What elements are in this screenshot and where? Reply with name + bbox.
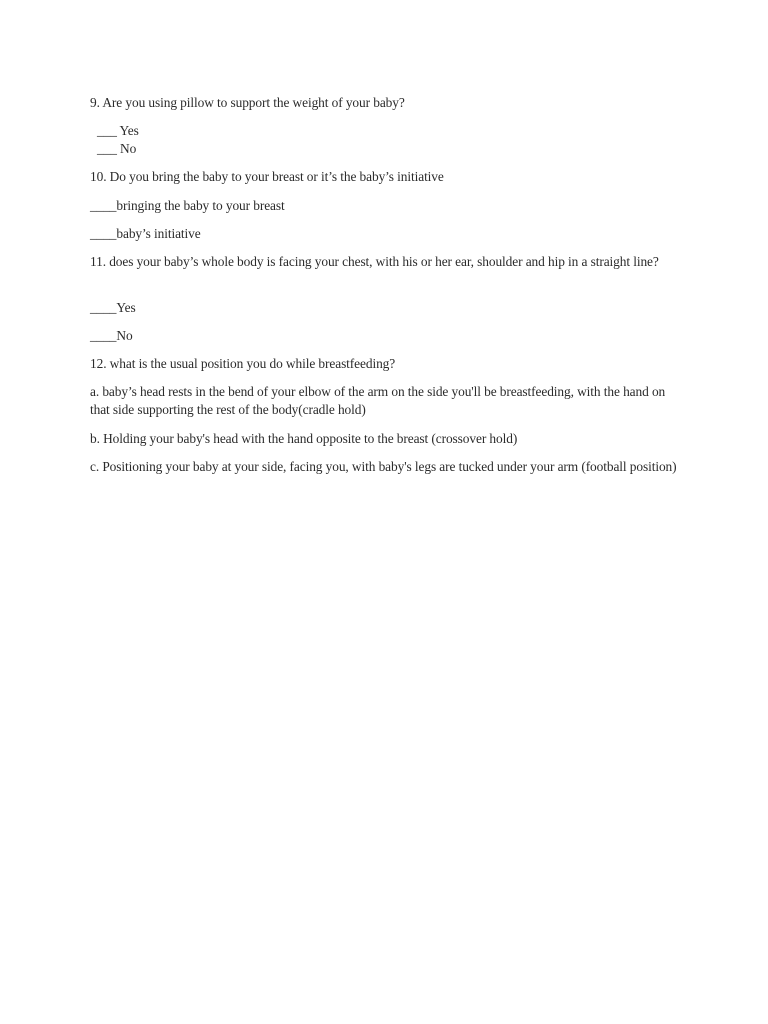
question-11-option-yes: ____Yes [90, 300, 136, 315]
question-11-text: 11. does your baby’s whole body is facing your chest, with his or her ear, shoulder and hip in a straight line? [90, 254, 659, 269]
question-9-option-yes: ___ Yes [97, 123, 139, 138]
question-9-text: 9. Are you using pillow to support the weight of your baby? [90, 95, 405, 110]
question-12-text: 12. what is the usual position you do while breastfeeding? [90, 356, 396, 371]
question-10-option-bringing: ____bringing the baby to your breast [90, 198, 285, 213]
question-10-text: 10. Do you bring the baby to your breast or it’s the baby’s initiative [90, 169, 444, 184]
question-12-option-c: c. Positioning your baby at your side, facing you, with baby's legs are tucked under your arm (football position) [90, 459, 677, 474]
question-12-option-a: a. baby’s head rests in the bend of your elbow of the arm on the side you'll be breastfeeding, with the hand on that side supporting the rest of the body(cradle hold) [90, 384, 666, 417]
question-11-option-no: ____No [90, 328, 133, 343]
question-9-option-no: ___ No [97, 141, 137, 156]
question-12-option-b: b. Holding your baby's head with the hand opposite to the breast (crossover hold) [90, 431, 518, 446]
question-10-option-initiative: ____baby’s initiative [90, 226, 201, 241]
